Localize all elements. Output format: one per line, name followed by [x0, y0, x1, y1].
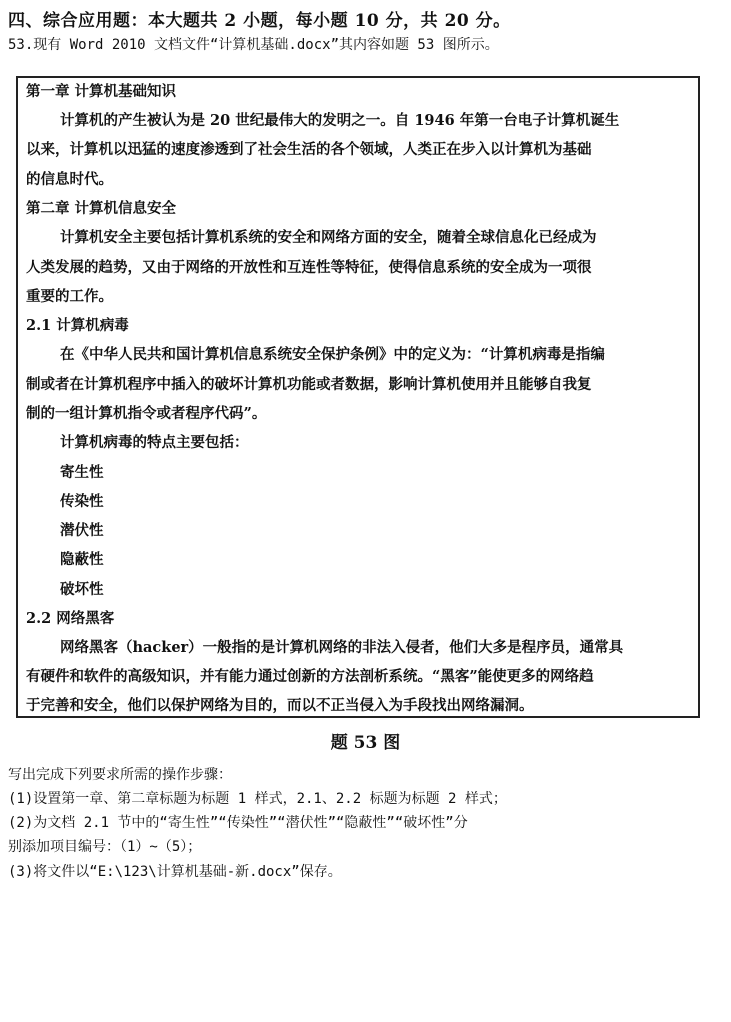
paragraph-line: 在《中华人民共和国计算机信息系统安全保护条例》中的定义为：“计算机病毒是指编 [60, 346, 605, 363]
paragraph-line: 以来，计算机以迅猛的速度渗透到了社会生活的各个领域，人类正在步入以计算机为基础 [26, 141, 592, 158]
list-item: 潜伏性 [60, 522, 104, 539]
chapter-1-heading: 第一章 计算机基础知识 [26, 83, 177, 100]
list-item: 隐蔽性 [60, 551, 104, 568]
list-item: 破坏性 [60, 581, 104, 598]
paragraph-line: 于完善和安全，他们以保护网络为目的，而以不正当侵入为手段找出网络漏洞。 [26, 697, 534, 714]
list-item: 寄生性 [60, 464, 104, 481]
list-item: 传染性 [60, 493, 104, 510]
paragraph-line: 有硬件和软件的高级知识，并有能力通过创新的方法剖析系统。“黑客”能使更多的网络趋 [26, 668, 594, 685]
requirement-item: (2)为文档 2.1 节中的“寄生性”“传染性”“潜伏性”“隐蔽性”“破坏性”分 [8, 815, 468, 831]
list-intro: 计算机病毒的特点主要包括： [60, 434, 249, 451]
paragraph-line: 的信息时代。 [26, 171, 113, 188]
paragraph-line: 制的一组计算机指令或者程序代码”。 [26, 405, 267, 422]
section-title: 四、综合应用题：本大题共 2 小题，每小题 10 分，共 20 分。 [8, 11, 511, 31]
question-53-statement: 53.现有 Word 2010 文档文件“计算机基础.docx”其内容如题 53 图所示。 [8, 37, 499, 53]
section-2-1-heading: 2.1 计算机病毒 [26, 317, 129, 334]
paragraph-line: 人类发展的趋势，又由于网络的开放性和互连性等特征，使得信息系统的安全成为一项很 [26, 259, 592, 276]
figure-53-document [16, 76, 700, 718]
requirements-intro: 写出完成下列要求所需的操作步骤： [8, 767, 232, 783]
paragraph-line: 计算机的产生被认为是 20 世纪最伟大的发明之一。自 1946 年第一台电子计算机诞生 [60, 112, 620, 129]
requirement-item: (1)设置第一章、第二章标题为标题 1 样式，2.1、2.2 标题为标题 2 样式； [8, 791, 507, 807]
requirement-item: 别添加项目编号：（1）~（5）； [8, 839, 202, 855]
paragraph-line: 制或者在计算机程序中插入的破坏计算机功能或者数据，影响计算机使用并且能够自我复 [26, 376, 592, 393]
chapter-2-heading: 第二章 计算机信息安全 [26, 200, 177, 217]
section-2-2-heading: 2.2 网络黑客 [26, 610, 115, 627]
requirement-item: (3)将文件以“E:\123\计算机基础-新.docx”保存。 [8, 864, 342, 880]
paragraph-line: 网络黑客（hacker）一般指的是计算机网络的非法入侵者，他们大多是程序员，通常具 [60, 639, 624, 656]
figure-caption: 题 53 图 [330, 733, 401, 753]
paragraph-line: 重要的工作。 [26, 288, 113, 305]
paragraph-line: 计算机安全主要包括计算机系统的安全和网络方面的安全，随着全球信息化已经成为 [60, 229, 597, 246]
